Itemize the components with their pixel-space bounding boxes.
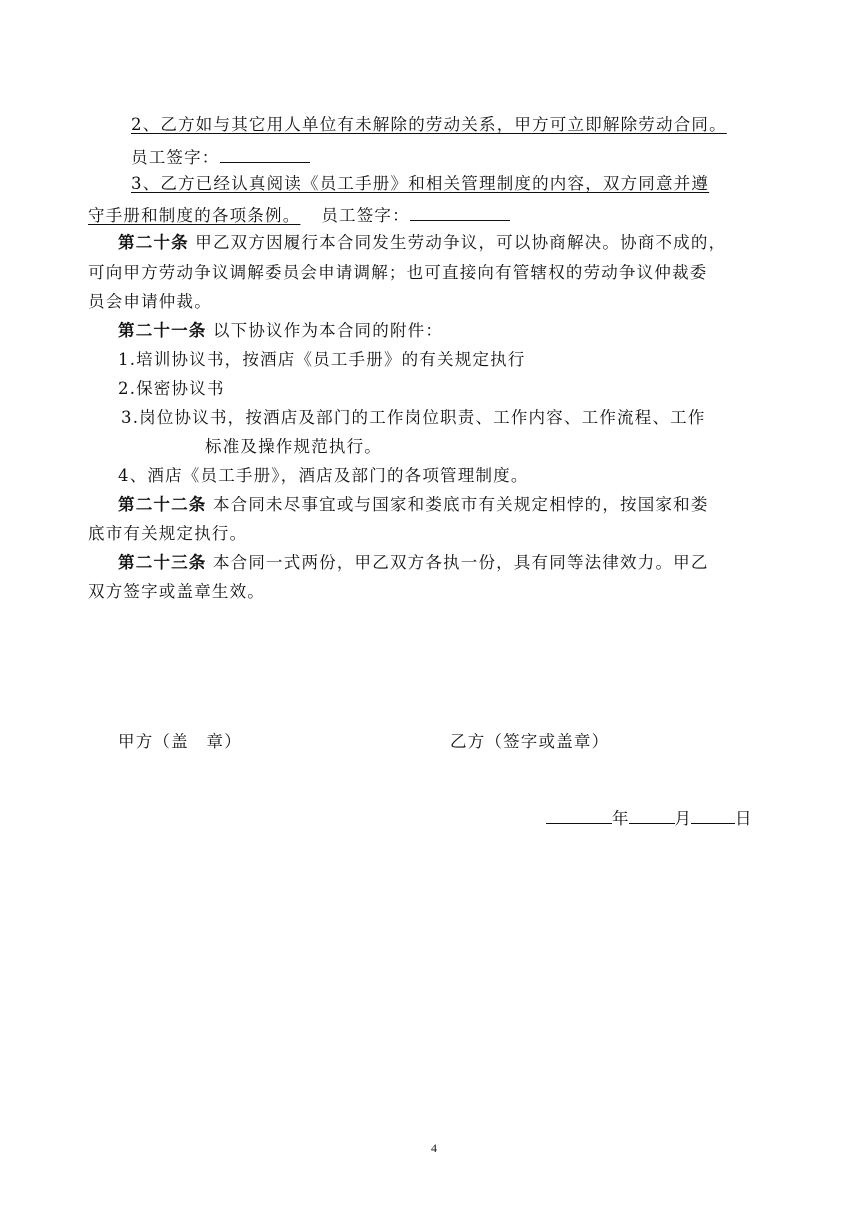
clause19-item3-text-line2: 守手册和制度的各项条例。	[88, 206, 301, 225]
article22-text-line2: 底市有关规定执行。	[88, 524, 248, 543]
party-a-label: 甲方（盖 章）	[118, 732, 242, 751]
article22-heading: 第二十二条	[118, 495, 207, 514]
article20-line1	[118, 232, 726, 254]
day-label: 日	[735, 809, 752, 828]
employee-signature-blank[interactable]	[220, 144, 310, 163]
signing-date	[546, 805, 752, 830]
employee-signature-label: 员工签字：	[321, 206, 410, 225]
year-blank[interactable]	[546, 805, 612, 824]
article23-text-line1: 本合同一式两份，甲乙双方各执一份，具有同等法律效力。甲乙	[212, 553, 709, 572]
article20-text-line1: 甲乙双方因履行本合同发生劳动争议，可以协商解决。协商不成的，	[195, 233, 727, 252]
party-b-sign	[450, 731, 609, 753]
employee-signature-blank[interactable]	[410, 202, 510, 221]
article22-line1	[118, 494, 709, 516]
attachment-item-3-line2: 标准及操作规范执行。	[205, 437, 382, 456]
attachment-item-2: 2.保密协议书	[118, 379, 225, 398]
month-label: 月	[674, 809, 691, 828]
article21-item3-line2	[205, 436, 382, 458]
clause19-item2-text: 2、乙方如与其它用人单位有未解除的劳动关系，甲方可立即解除劳动合同。	[131, 115, 727, 134]
article20-text-line2: 可向甲方劳动争议调解委员会申请调解；也可直接向有管辖权的劳动争议仲裁委	[88, 263, 708, 282]
attachment-item-4: 4、酒店《员工手册》，酒店及部门的各项管理制度。	[118, 466, 529, 485]
article20-text-line3: 员会申请仲裁。	[88, 292, 212, 311]
year-label: 年	[612, 809, 629, 828]
article21-item3-line1	[121, 407, 706, 429]
day-blank[interactable]	[691, 805, 735, 824]
employee-signature-label: 员工签字：	[131, 148, 220, 167]
clause19-item2	[131, 114, 727, 136]
article21-item1	[118, 349, 526, 371]
article22-line2	[88, 523, 247, 545]
clause19-item3-text-line1: 3、乙方已经认真阅读《员工手册》和相关管理制度的内容，双方同意并遵	[131, 174, 710, 193]
article21-item2	[118, 378, 225, 400]
month-blank[interactable]	[629, 805, 675, 824]
party-a-seal	[118, 731, 242, 753]
article20-heading: 第二十条	[118, 233, 189, 252]
article21-intro: 以下协议作为本合同的附件：	[212, 321, 444, 340]
attachment-item-3-line1: 3.岗位协议书，按酒店及部门的工作岗位职责、工作内容、工作流程、工作	[121, 408, 706, 427]
article21-line-intro	[118, 320, 443, 342]
clause19-item3-line2	[88, 202, 510, 227]
article23-line1	[118, 552, 709, 574]
article23-text-line2: 双方签字或盖章生效。	[88, 582, 265, 601]
clause19-item3-line1	[131, 173, 709, 195]
article20-line2	[88, 262, 708, 284]
party-b-label: 乙方（签字或盖章）	[450, 732, 610, 751]
article21-item4	[118, 465, 529, 487]
article22-text-line1: 本合同未尽事宜或与国家和娄底市有关规定相悖的，按国家和娄	[212, 495, 709, 514]
attachment-item-1: 1.培训协议书，按酒店《员工手册》的有关规定执行	[118, 350, 526, 369]
article20-line3	[88, 291, 212, 313]
article21-heading: 第二十一条	[118, 321, 207, 340]
article23-line2	[88, 581, 265, 603]
article23-heading: 第二十三条	[118, 553, 207, 572]
page-number: 4	[431, 1141, 437, 1155]
clause19-item2-signature	[131, 144, 310, 169]
